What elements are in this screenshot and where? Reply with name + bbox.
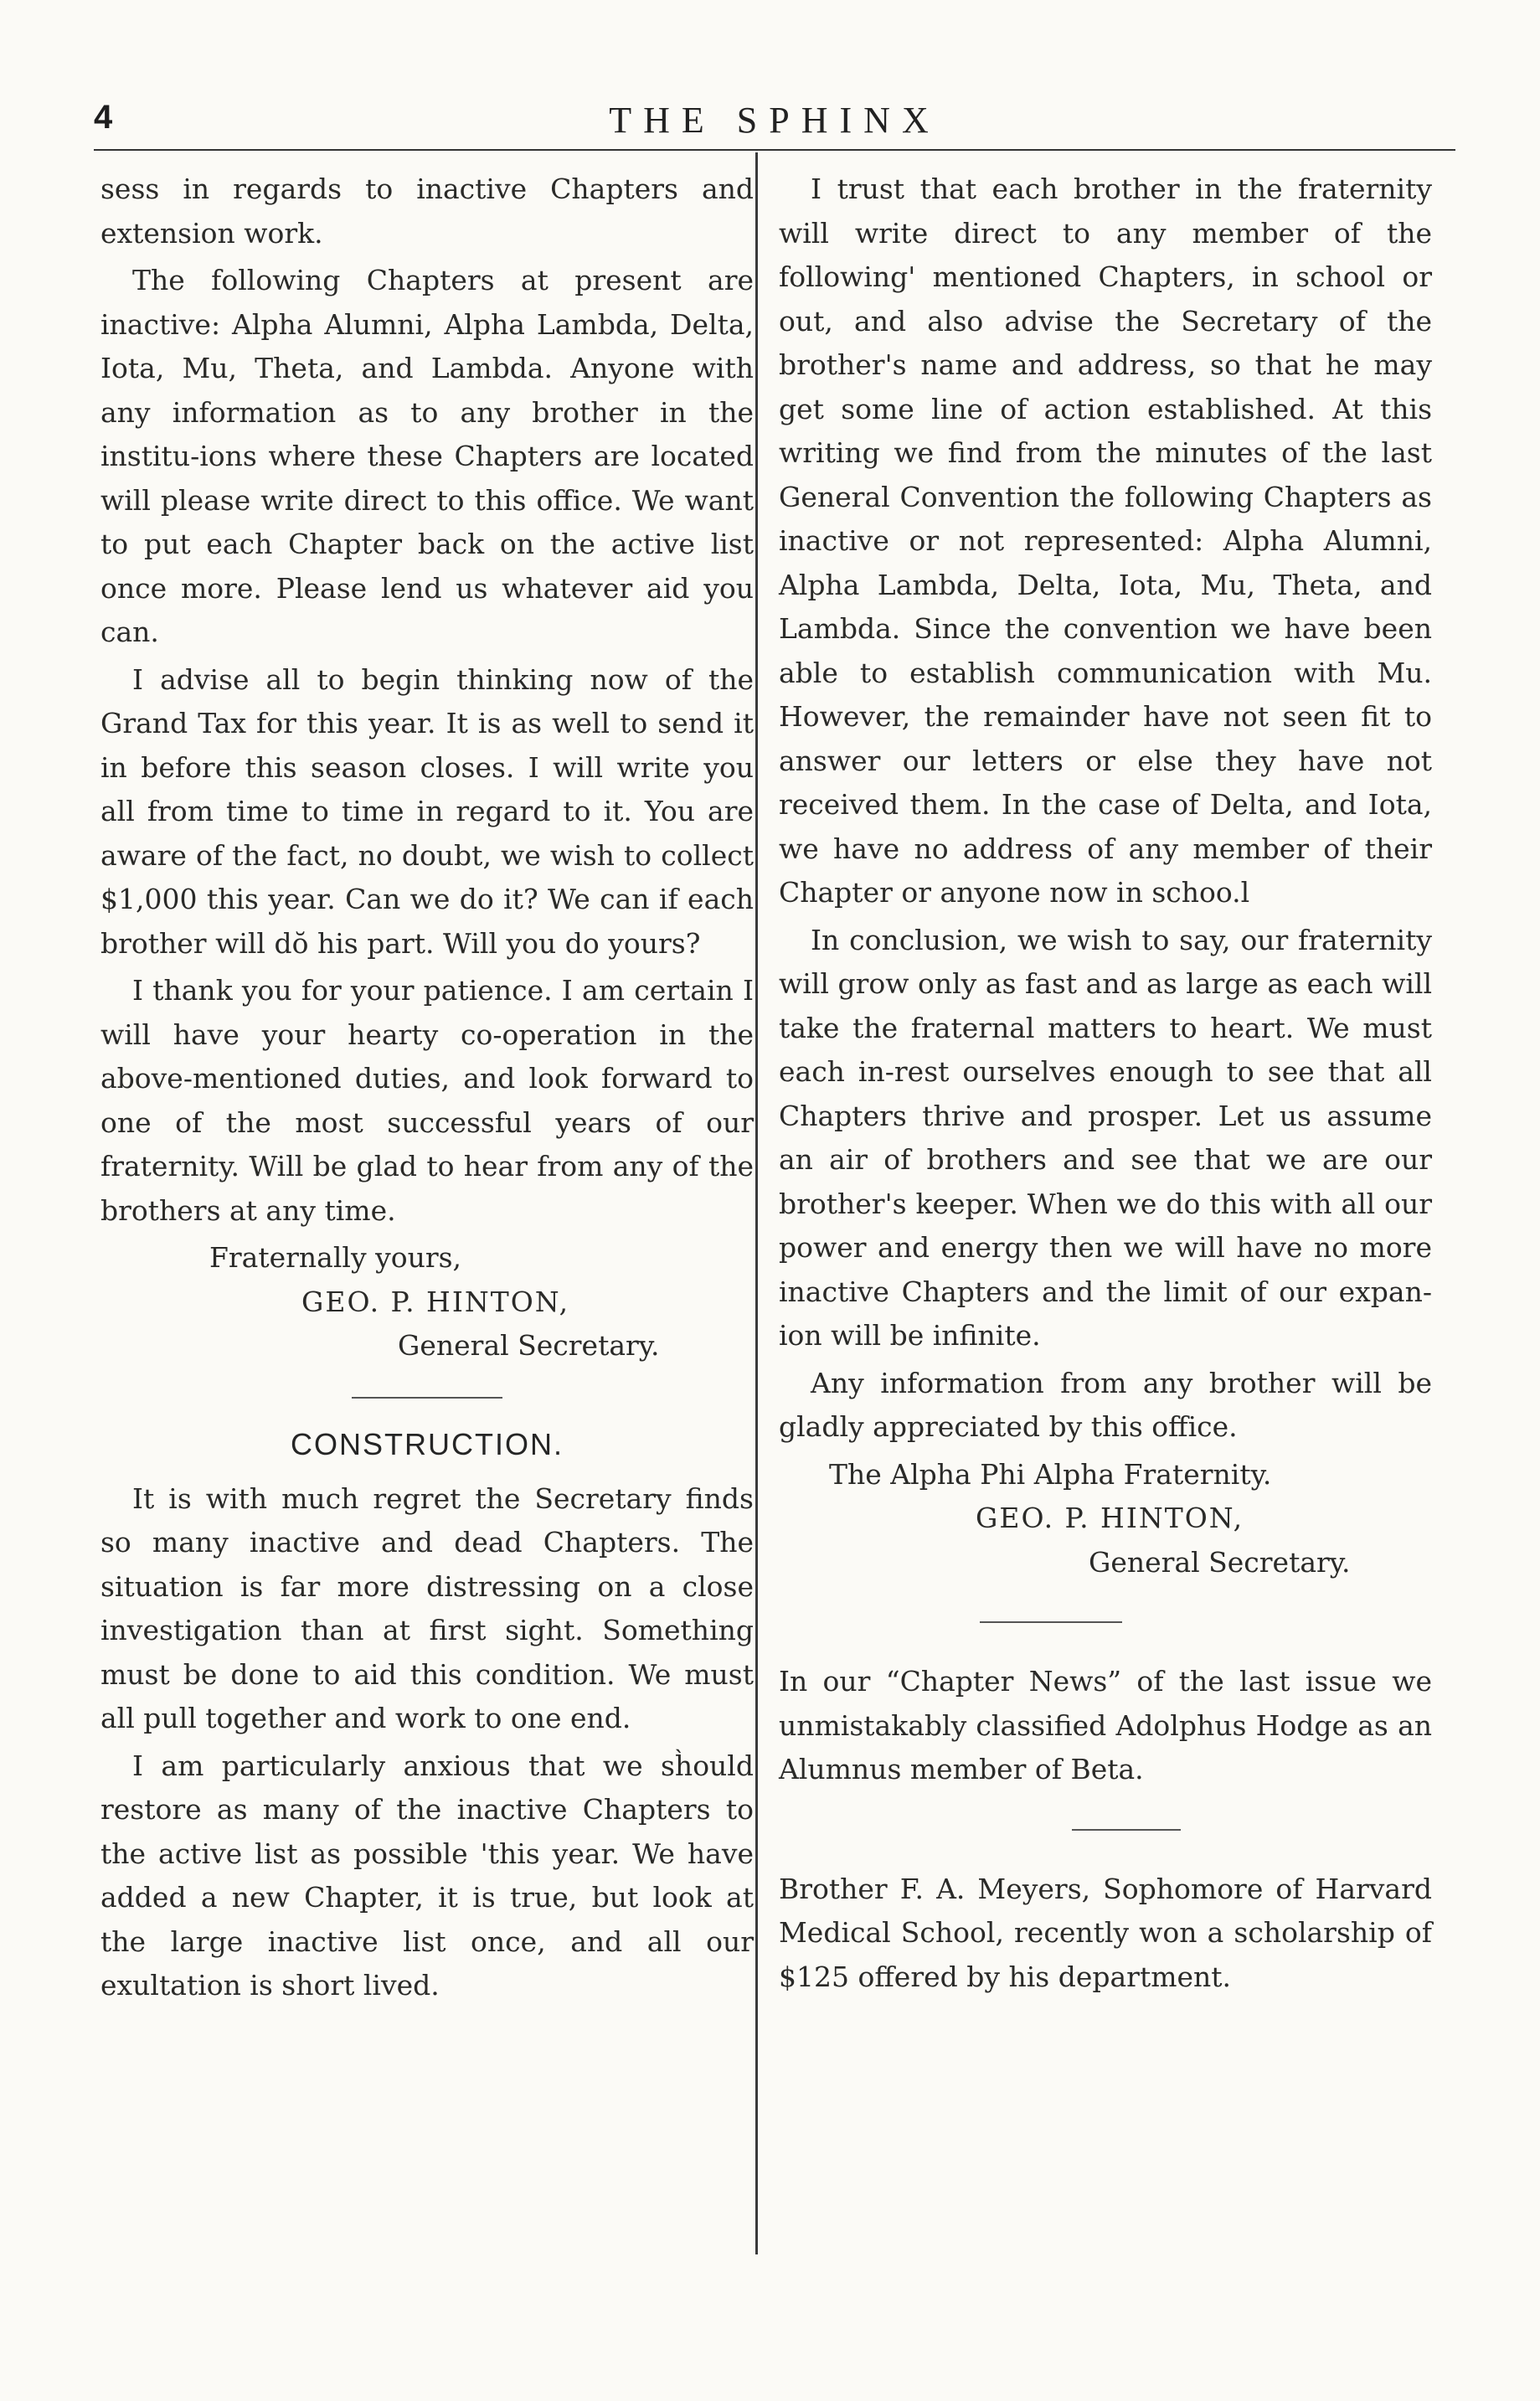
paragraph: It is with much regret the Secretary finds so many inactive and dead Chapters. The situation is far more distressing on a close investigation than at first sight. Something must be done to aid this condition. We must all pull together and work to one end. (100, 1481, 754, 1734)
paragraph: I trust that each brother in the fraternity will write direct to any member of the following' mentioned Chapters, in school or out, and also advise the Secretary of the brother's name and address, so that he may get some line of action established. At this writing we find from the minutes of the last General Convention the following Chapters as inactive or not represented: Alpha Alumni, Alpha Lambda, Delta, Iota, Mu, Theta, and Lambda. Since the convention we have been able to establish communication with Mu. However, the remainder have not seen fit to answer our letters or else they have not received them. In the case of Delta, and Iota, we have no address of any member of their Chapter or anyone now in schoo.l (779, 173, 1432, 909)
page-number: 4 (94, 99, 113, 136)
signature-closing: Fraternally yours, (209, 1241, 462, 1274)
news-note: In our “Chapter News” of the last issue we unmistakably classified Adolphus Hodge as an Alumnus member of Beta. (779, 1665, 1432, 1785)
paragraph: In conclusion, we wish to say, our fraternity will grow only as fast and as large as each will take the fraternal matters to heart. We must each in-rest ourselves enough to see that all Chapters thrive and prosper. Let us assume an air of brothers and see that we are our brother's keeper. When we do this with all our power and energy then we will have no more inactive Chapters and the limit of our expan-ion will be infinite. (779, 923, 1432, 1352)
signature-name: GEO. P. HINTON, (976, 1502, 1244, 1534)
signature-name: GEO. P. HINTON, (301, 1285, 570, 1318)
section-separator (1072, 1829, 1181, 1831)
section-separator (980, 1621, 1122, 1623)
paragraph: I am particularly anxious that we sh̀ould restore as many of the inactive Chapters to the active list as possible 'this year. We have added a new Chapter, it is true, but look at the large inactive list once, and all our exultation is short lived. (100, 1749, 754, 2002)
signature-organization: The Alpha Phi Alpha Fraternity. (829, 1457, 1272, 1491)
paragraph: I advise all to begin thinking now of the Grand Tax for this year. It is as well to send it in before this season closes. I will write you all from time to time in regard to it. You are aware of the fact, no doubt, we wish to collect $1,000 this year. Can we do it? We can if each brother will dŏ his part. Will you do yours? (100, 662, 754, 960)
signature-block (779, 1453, 1432, 1585)
paragraph: Any information from any brother will be gladly appreciated by this office. (779, 1366, 1432, 1443)
column-divider (755, 152, 758, 2254)
news-note: Brother F. A. Meyers, Sophomore of Harvard Medical School, recently won a scholarship of $125 offered by his department. (779, 1872, 1432, 1993)
section-separator (352, 1397, 502, 1399)
paragraph: sess in regards to inactive Chapters and extension work. (100, 173, 754, 250)
journal-title: THE SPHINX (609, 100, 940, 141)
running-head (94, 99, 1455, 151)
signature-block (100, 1236, 754, 1368)
left-column (100, 167, 754, 2012)
signature-title: General Secretary. (398, 1329, 660, 1362)
right-column (779, 167, 1432, 2002)
signature-title: General Secretary. (1089, 1545, 1351, 1579)
paragraph: The following Chapters at present are inactive: Alpha Alumni, Alpha Lambda, Delta, Iota, Mu, Theta, and Lambda. Anyone with any information as to any brother in the institu-ions where these Chapters are located will please write direct to this office. We want to put each Chapter back on the active list once more. Please lend us whatever aid you can. (100, 264, 754, 648)
section-heading: CONSTRUCTION. (291, 1426, 564, 1461)
paragraph: I thank you for your patience. I am certain I will have your hearty co-operation in the above-mentioned duties, and look forward to one of the most successful years of our fraternity. Will be glad to hear from any of the brothers at any time. (100, 974, 754, 1227)
